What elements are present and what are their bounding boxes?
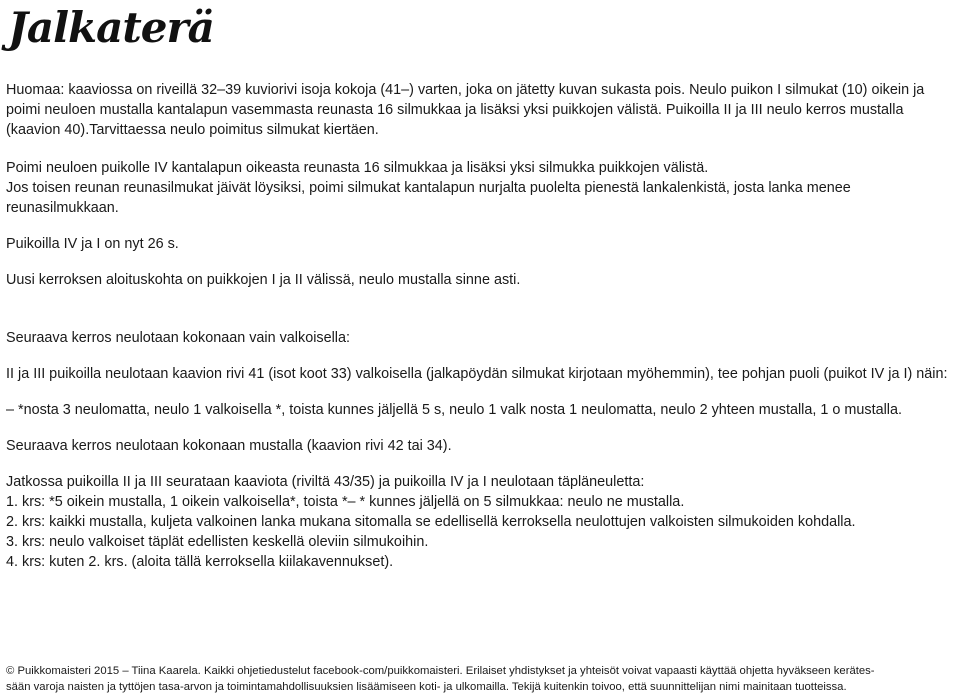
paragraph-round-start: Uusi kerroksen aloituskohta on puikkojen I ja II välissä, neulo mustalla sinne asti. xyxy=(6,272,521,288)
pattern-instructions xyxy=(6,80,958,572)
paragraph-note xyxy=(6,80,958,140)
paragraph-loose-stitches: Jos toisen reunan reunasilmukat jäivät löysiksi, poimi silmukat kantalapun nurjalta puolelta pienestä lankalenkistä, josta lanka menee reunasilmukkaan. xyxy=(6,180,851,216)
note-text: Huomaa: kaaviossa on riveillä 32–39 kuviorivi isoja kokoja (41–) varten, joka on jätetty kuvan sukasta pois. Neulo puikon I silmukat (10) oikein ja poimi neuloen mustalla kantalapun vasemmasta reunasta 16 silmukkaa ja lisäksi yksi puikkojen välistä. Puikoilla II ja III neulo kerros mustalla (kaavion 40). xyxy=(6,82,925,138)
paragraph-needles-2-3: II ja III puikoilla neulotaan kaavion rivi 41 (isot koot 33) valkoisella (jalkapöydän silmukat kirjotaan myöhemmin), tee pohjan puoli (puikot IV ja I) näin: xyxy=(6,366,948,382)
paragraph-white-round: Seuraava kerros neulotaan kokonaan vain valkoisella: xyxy=(6,330,350,346)
paragraph-stitch-count: Puikoilla IV ja I on nyt 26 s. xyxy=(6,236,179,252)
footer-line-1: © Puikkomaisteri 2015 – Tiina Kaarela. Kaikki ohjetiedustelut facebook-com/puikkomaisteri. Erilaiset yhdistykset ja yhteisöt voivat vapaasti käyttää ohjetta hyväkseen kerätes- xyxy=(6,665,875,677)
footer-line-2: sään varoja naisten ja tyttöjen tasa-arvon ja toimintamahdollisuuksien lisäämiseen koti- ja ulkomailla. Tekijä kuitenkin toivoo, että suunnittelijan nimi mainitaan tuotteissa. xyxy=(6,681,847,693)
round-1: 1. krs: *5 oikein mustalla, 1 oikein valkoisella*, toista *– * kunnes jäljellä on 5 silmukkaa: neulo ne mustalla. xyxy=(6,494,685,510)
paragraph-pickup: Poimi neuloen puikolle IV kantalapun oikeasta reunasta 16 silmukkaa ja lisäksi yksi silmukka puikkojen välistä. xyxy=(6,160,709,176)
round-4: 4. krs: kuten 2. krs. (aloita tällä kerroksella kiilakavennukset). xyxy=(6,554,394,570)
paragraph-black-round: Seuraava kerros neulotaan kokonaan mustalla (kaavion rivi 42 tai 34). xyxy=(6,438,452,454)
paragraph-continue: Jatkossa puikoilla II ja III seurataan kaaviota (riviltä 43/35) ja puikoilla IV ja I neulotaan täpläneuletta: xyxy=(6,474,645,490)
round-3: 3. krs: neulo valkoiset täplät edellisten keskellä oleviin silmukoihin. xyxy=(6,534,429,550)
note-tip: Tarvittaessa neulo poimitus silmukat kiertäen. xyxy=(89,122,379,138)
paragraph-slip-stitch: – *nosta 3 neulomatta, neulo 1 valkoisella *, toista kunnes jäljellä 5 s, neulo 1 valk nosta 1 neulomatta, neulo 2 yhteen mustalla, 1 o mustalla. xyxy=(6,402,902,418)
round-2: 2. krs: kaikki mustalla, kuljeta valkoinen lanka mukana sitomalla se edellisellä kerroksella neulottujen valkoisten silmukoiden kohdalla. xyxy=(6,514,856,530)
copyright-footer xyxy=(6,663,958,695)
brand-logo: Jalkaterä xyxy=(8,3,214,52)
